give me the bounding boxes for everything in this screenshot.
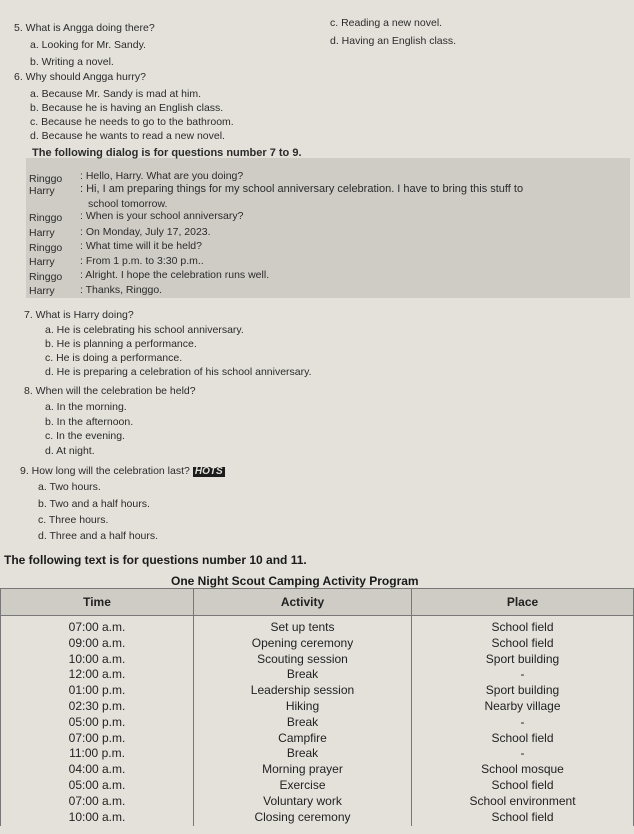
dialog-speaker: Harry xyxy=(29,227,55,239)
header-time: Time xyxy=(1,589,194,616)
schedule-activity-cell: Campfire xyxy=(278,730,327,745)
q5-question: 5. What is Angga doing there? xyxy=(14,22,155,34)
q9-question-text: 9. How long will the celebration last? xyxy=(20,465,190,477)
dialog-text: : On Monday, July 17, 2023. xyxy=(80,226,211,238)
schedule-time-cell: 12:00 a.m. xyxy=(68,667,126,682)
dialog-text: school tomorrow. xyxy=(88,198,168,210)
dialog-speaker: Harry xyxy=(29,256,55,268)
q9-option-a: a. Two hours. xyxy=(38,481,101,493)
schedule-time-cell: 07:00 a.m. xyxy=(68,620,126,634)
schedule-time-cell: 04:00 a.m. xyxy=(68,762,126,777)
schedule-place-cell: - xyxy=(520,714,525,729)
q6-option-a: a. Because Mr. Sandy is mad at him. xyxy=(30,88,201,100)
schedule-activity-cell: Scouting session xyxy=(257,651,348,666)
q7-option-c: c. He is doing a performance. xyxy=(45,352,183,364)
dialog-text: : Hello, Harry. What are you doing? xyxy=(80,170,244,182)
q5-option-b: b. Writing a novel. xyxy=(30,56,114,68)
program-title: One Night Scout Camping Activity Program xyxy=(171,574,419,588)
q7-option-d: d. He is preparing a celebration of his school anniversary. xyxy=(45,366,312,378)
schedule-time-cell: 02:30 p.m. xyxy=(68,698,126,713)
q9-option-b: b. Two and a half hours. xyxy=(38,498,150,510)
schedule-place-cell: Nearby village xyxy=(484,698,561,713)
dialog-speaker: Ringgo xyxy=(29,173,63,185)
q8-option-d: d. At night. xyxy=(45,445,95,457)
schedule-place-cell: School field xyxy=(491,620,554,634)
table-header-row xyxy=(1,589,634,616)
dialog-text: : Thanks, Ringgo. xyxy=(80,284,163,296)
dialog-speaker: Harry xyxy=(29,285,55,297)
schedule-place-cell: - xyxy=(520,746,525,761)
schedule-place-cell: School field xyxy=(491,809,554,824)
schedule-activity-cell: Hiking xyxy=(285,698,320,713)
schedule-time-cell: 10:00 a.m. xyxy=(68,651,126,666)
schedule-table xyxy=(0,588,634,826)
dialog-intro: The following dialog is for questions number 7 to 9. xyxy=(32,147,302,159)
q7-option-b: b. He is planning a performance. xyxy=(45,338,197,350)
schedule-time-cell: 09:00 a.m. xyxy=(68,635,126,650)
schedule-activity-cell: Set up tents xyxy=(270,620,335,634)
table-body-row xyxy=(1,616,634,827)
q9-option-d: d. Three and a half hours. xyxy=(38,530,159,542)
q8-question: 8. When will the celebration be held? xyxy=(24,385,196,397)
schedule-time-cell: 10:00 a.m. xyxy=(68,809,126,824)
q7-question: 7. What is Harry doing? xyxy=(24,309,134,321)
q7-option-a: a. He is celebrating his school anniversary. xyxy=(45,324,244,336)
q6-option-c: c. Because he needs to go to the bathroom. xyxy=(30,116,234,128)
schedule-time-cell: 05:00 p.m. xyxy=(68,714,126,729)
q6-option-b: b. Because he is having an English class. xyxy=(30,102,224,114)
q8-option-a: a. In the morning. xyxy=(45,401,127,413)
schedule-activity-cell: Morning prayer xyxy=(262,762,343,777)
header-place: Place xyxy=(412,589,634,616)
dialog-speaker: Harry xyxy=(29,185,55,197)
dialog-speaker: Ringgo xyxy=(29,242,63,254)
schedule-activity-cell: Opening ceremony xyxy=(251,635,354,650)
schedule-activity-cell: Leadership session xyxy=(250,683,355,698)
hots-badge: HOTS xyxy=(194,466,223,477)
schedule-time-cell: 07:00 p.m. xyxy=(68,730,126,745)
schedule-activity-cell: Closing ceremony xyxy=(254,809,351,824)
q5-option-d: d. Having an English class. xyxy=(330,35,457,47)
time-column xyxy=(1,616,194,827)
schedule-time-cell: 07:00 a.m. xyxy=(68,793,126,808)
schedule-activity-cell: Break xyxy=(286,667,319,682)
schedule-place-cell: School environment xyxy=(469,793,576,808)
dialog-text: : When is your school anniversary? xyxy=(80,210,244,222)
place-column xyxy=(412,616,634,827)
dialog-speaker: Ringgo xyxy=(29,212,63,224)
dialog-text: : From 1 p.m. to 3:30 p.m.. xyxy=(80,255,204,267)
dialog-text: : Hi, I am preparing things for my school anniversary celebration. I have to bring this stuff to xyxy=(80,183,524,195)
activity-column xyxy=(194,616,412,827)
q6-question: 6. Why should Angga hurry? xyxy=(14,71,146,83)
q8-option-b: b. In the afternoon. xyxy=(45,416,134,428)
schedule-time-cell: 11:00 p.m. xyxy=(69,746,125,761)
schedule-time-cell: 01:00 p.m. xyxy=(68,683,126,698)
schedule-place-cell: School field xyxy=(491,730,554,745)
schedule-time-cell: 05:00 a.m. xyxy=(68,777,126,792)
schedule-activity-cell: Voluntary work xyxy=(263,793,342,808)
schedule-activity-cell: Exercise xyxy=(279,777,326,792)
schedule-place-cell: School mosque xyxy=(481,762,564,777)
q5-option-c: c. Reading a new novel. xyxy=(330,17,443,29)
dialog-speaker: Ringgo xyxy=(29,271,63,283)
q5-option-a: a. Looking for Mr. Sandy. xyxy=(30,39,146,51)
schedule-place-cell: Sport building xyxy=(485,683,560,698)
schedule-place-cell: School field xyxy=(491,777,554,792)
dialog-text: : Alright. I hope the celebration runs well. xyxy=(80,269,270,281)
dialog-text: : What time will it be held? xyxy=(80,240,202,252)
schedule-activity-cell: Break xyxy=(286,746,319,761)
q9-question xyxy=(20,466,225,477)
schedule-place-cell: School field xyxy=(491,635,554,650)
q6-option-d: d. Because he wants to read a new novel. xyxy=(30,130,225,142)
header-activity: Activity xyxy=(194,589,412,616)
q9-option-c: c. Three hours. xyxy=(38,514,109,526)
q8-option-c: c. In the evening. xyxy=(45,430,125,442)
schedule-activity-cell: Break xyxy=(286,714,319,729)
schedule-place-cell: - xyxy=(520,667,525,682)
text-intro: The following text is for questions number 10 and 11. xyxy=(4,553,307,567)
schedule-place-cell: Sport building xyxy=(485,651,560,666)
